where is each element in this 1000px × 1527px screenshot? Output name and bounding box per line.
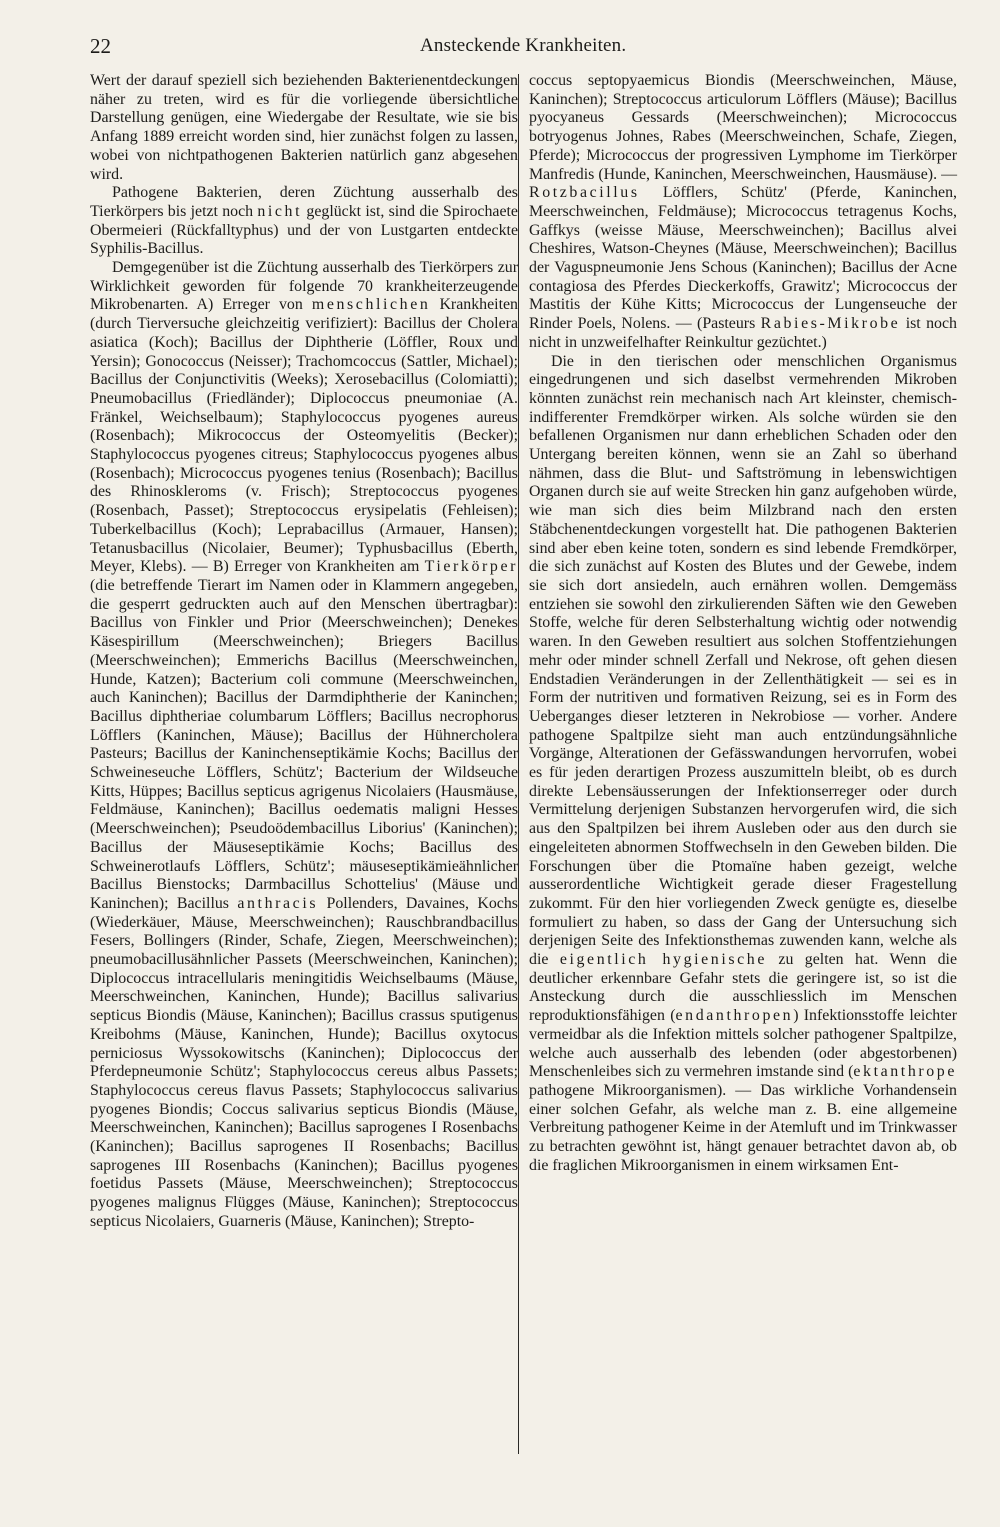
text-run: Wert der darauf speziell sich beziehenden Bakterienentdeckungen näher zu treten, wird es für die vorliegende übersichtliche Darstellung genügen, eine Wiedergabe der Resultate, wie sie bis Anfang 1889 erreicht worden sind, hier zunächst folgen zu lassen, wobei von nichtpathogenen Bakterien natürlich ganz abgesehen wird.: [90, 72, 518, 183]
spaced-text: anthracis: [237, 894, 319, 912]
running-head: Ansteckende Krankheiten.: [420, 35, 627, 56]
text-run: ) Infektionsstoffe leichter vermeidbar als die Infektion mittels solcher pathogener Spaltpilze, welche auch ausserhalb des lebenden (oder abgestorbenen) Menschenleibes sich zu vermehren imstande sind (: [529, 1007, 958, 1081]
page-number: 22: [90, 34, 111, 58]
text-run: geglückt ist, sind die Spirochaete Obermeieri (Rückfalltyphus) und der von Lustgarten entdeckte Syphilis-Bacillus.: [90, 202, 518, 258]
text-run: pathogene Mikroorganismen). — Das wirkliche Vorhandensein einer solchen Gefahr, als welche man z. B. eine allgemeine Verbreitung pathogener Keime in der Atemluft und im Trinkwasser zu betrachten gewöhnt ist, hängt genauer betrachtet davon ab, ob die fraglichen Mikroorganismen in einem wirksamen Ent-: [529, 1081, 957, 1174]
paragraph: [90, 72, 518, 184]
spaced-text: endanthropen: [675, 1007, 794, 1025]
paragraph: [90, 259, 518, 1232]
paragraph: [529, 72, 957, 353]
text-run: (die betreffende Tierart im Namen oder in Klammern angegeben, die gesperrt gedruckten auch auf den Menschen übertragbar): Bacillus von Finkler und Prior (Meerschweinchen); Denekes Käsespirillum (Meerschweinchen); Briegers Bacillus (Meerschweinchen); Emmerichs Bacillus (Meerschweinchen, Hunde, Katzen); Bacterium coli commune (Meerschweinchen, auch Kaninchen); Bacillus der Darmdiphtherie der Kaninchen; Bacillus diphtheriae columbarum Löfflers; Bacillus necrophorus Löfflers (Kaninchen, Mäuse); Bacillus der Hühnercholera Pasteurs; Bacillus der Kaninchenseptikämie Kochs; Bacillus der Schweineseuche Löfflers, Schütz'; Bacterium der Wildseuche Kitts, Hüppes; Bacillus septicus agrigenus Nicolaiers (Hausmäuse, Feldmäuse, Kaninchen); Bacillus oedematis maligni Hesses (Meerschweinchen); Pseudoödembacillus Liborius' (Kaninchen); Bacillus der Mäuseseptikämie Kochs; Bacillus des Schweinerotlaufs Löfflers, Schütz'; mäuseseptikämieähnlicher Bacillus Bienstocks; Darmbacillus Schottelius' (Mäuse und Kaninchen); Bacillus: [90, 576, 518, 912]
text-run: Pollenders, Davaines, Kochs (Wiederkäuer, Mäuse, Meerschweinchen); Rauschbrandbacillus Fesers, Bollingers (Rinder, Schafe, Ziegen, Meerschweinchen); pneumobacillusähnlicher Passets (Meerschweinchen, Kaninchen); Diplococcus intracellularis meningitidis Weichselbaums (Mäuse, Meerschweinchen, Kaninchen, Hunde); Bacillus salivarius septicus Biondis (Mäuse, Kaninchen); Bacillus crassus sputigenus Kreibohms (Mäuse, Kaninchen, Hunde); Bacillus oxytocus perniciosus Wyssokowitschs (Kaninchen); Diplococcus der Pferdepneumonie Schütz'; Staphylococcus cereus albus Passets; Staphylococcus cereus flavus Passets; Staphylococcus salivarius pyogenes Biondis; Coccus salivarius septicus Biondis (Mäuse, Meerschweinchen, Kaninchen); Bacillus saprogenes I Rosenbachs (Kaninchen); Bacillus saprogenes II Rosenbachs; Bacillus saprogenes III Rosenbachs (Kaninchen); Bacillus pyogenes foetidus Passets (Mäuse, Meerschweinchen); Streptococcus pyogenes malignus Flügges (Mäuse, Kaninchen); Streptococcus septicus Nicolaiers, Guarneris (Mäuse, Kaninchen); Strepto-: [90, 894, 518, 1230]
spaced-text: menschlichen: [311, 296, 431, 314]
spaced-text: Rotzbacillus: [529, 184, 640, 202]
spaced-text: nicht: [257, 202, 303, 220]
spaced-text: eigentlich hygienische: [559, 951, 767, 969]
spaced-text: Tierkörper: [424, 558, 518, 576]
text-run: Krankheiten (durch Tierversuche gleichzeitig verifiziert): Bacillus der Cholera asiatica (Koch); Bacillus der Diphtherie (Löffler, Roux und Yersin); Gonococcus (Neisser); Trachomcoccus (Sattler, Michael); Bacillus der Conjunctivitis (Weeks); Xerosebacillus (Colomiatti); Pneumobacillus (Friedländer); Diplococcus pneumoniae (A. Fränkel, Weichselbaum); Staphylococcus pyogenes aureus (Rosenbach); Mikrococcus der Osteomyelitis (Becker); Staphylococcus pyogenes citreus; Staphylococcus pyogenes albus (Rosenbach); Micrococcus pyogenes tenius (Rosenbach); Bacillus des Rhinoskleroms (v. Frisch); Streptococcus pyogenes (Rosenbach, Passet); Streptococcus erysipelatis (Fehleisen); Tuberkelbacillus (Koch); Leprabacillus (Armauer, Hansen); Tetanusbacillus (Nicolaier, Beumer); Typhusbacillus (Eberth, Meyer, Klebs). — B) Erreger von Krankheiten am: [90, 296, 518, 576]
paragraph: [90, 184, 518, 259]
page-header: [90, 34, 934, 62]
left-column: [90, 72, 518, 1232]
text-run: zu gelten hat. Wenn die deutlicher erkennbare Gefahr stets die geringere ist, so ist die Ansteckung durch die ausschliesslich im Menschen reproduktionsfähigen (: [529, 951, 957, 1025]
text-run: coccus septopyaemicus Biondis (Meerschweinchen, Mäuse, Kaninchen); Streptococcus articulorum Löfflers (Mäuse); Bacillus pyocyaneus Gessards (Meerschweinchen); Micrococcus botryogenus Johnes, Rabes (Meerschweinchen, Schafe, Ziegen, Pferde); Micrococcus der progressiven Lymphome im Tierkörper Manfredis (Hunde, Kaninchen, Meerschweinchen, Hausmäuse). —: [529, 72, 957, 183]
spaced-text: ektanthrope: [853, 1063, 957, 1081]
text-run: Pathogene Bakterien, deren Züchtung ausserhalb des Tierkörpers bis jetzt noch: [90, 184, 518, 220]
spaced-text: Rabies-Mikrobe: [760, 315, 901, 333]
text-run: Demgegenüber ist die Züchtung ausserhalb des Tierkörpers zur Wirklichkeit geworden für folgende 70 krankheiterzeugende Mikrobenarten. A) Erreger von: [90, 259, 518, 314]
text-run: ist noch nicht in unzweifelhafter Reinkultur gezüchtet.): [529, 315, 957, 351]
paragraph: [529, 353, 957, 1176]
column-divider: [518, 74, 519, 1454]
text-run: Löfflers, Schütz' (Pferde, Kaninchen, Meerschweinchen, Feldmäuse); Micrococcus tetragenus Kochs, Gaffkys (weisse Mäuse, Meerschweinchen); Bacillus alvei Cheshires, Watson-Cheynes (Mäuse, Meerschweinchen); Bacillus der Vaguspneumonie Jens Schous (Kaninchen); Bacillus der Acne contagiosa des Pferdes Dieckerkoffs, Grawitz'; Micrococcus der Mastitis der Kühe Kitts; Micrococcus der Lungenseuche der Rinder Poels, Nolens. — (Pasteurs: [529, 184, 957, 333]
right-column: [529, 72, 957, 1175]
text-run: Die in den tierischen oder menschlichen Organismus eingedrungenen und sich daselbst vermehrenden Mikroben könnten zunächst rein mechanisch nach Art kleinster, chemisch-indifferenter Fremdkörper wirken. Als solche würden sie den befallenen Organismen nur dann erheblichen Schaden oder den Untergang bereiten können, wenn sie an Zahl so überhand nähmen, dass die Blut- und Saftströmung in lebenswichtigen Organen durch sie auf weite Strecken hin ganz aufgehoben würde, wie man sich dies beim Milzbrand nach den ersten Stäbchenentdeckungen vorgestellt hat. Die pathogenen Bakterien sind aber eben keine toten, sondern es sind lebende Fremdkörper, die sich zunächst auf Kosten des Blutes und der Gewebe, indem sie sich dort ansiedeln, auch ernähren wollen. Demgemäss entziehen sie sowohl den zirkulierenden Säften wie den Geweben Stoffe, welche für deren Selbsterhaltung wichtig oder notwendig waren. In den Geweben resultiert aus solchen Stoffentziehungen mehr oder minder schnell Zerfall und Nekrose, oft gehen diesen Endstadien Veränderungen in der Zellenthätigkeit — sei es in Form der nutritiven und formativen Reizung, sei es in Form des Ueberganges dieser letzteren in Nekrobiose — vorher. Andere pathogene Spaltpilze sieht man auch entzündungsähnliche Vorgänge, Alterationen der Gefässwandungen hervorrufen, wobei es für jeden derartigen Prozess auszumitteln bleibt, ob es durch direkte Lebensäusserungen der Infektionserreger oder durch Vermittelung derjenigen Substanzen hervorgerufen wird, die sich aus den Spaltpilzen bei ihrem Ausleben oder aus den durch sie eingeleiteten abnormen Stoffwechseln in den Geweben bilden. Die Forschungen über die Ptomaïne haben gezeigt, welche ausserordentliche Wichtigkeit gerade dieser Fragestellung zukommt. Für den hier vorliegenden Zweck genügte es, dieselbe formuliert zu haben, so dass der Gang der Untersuchung sich derjenigen Seite des Infektionsthemas zuwenden kann, welche als die: [529, 352, 957, 969]
